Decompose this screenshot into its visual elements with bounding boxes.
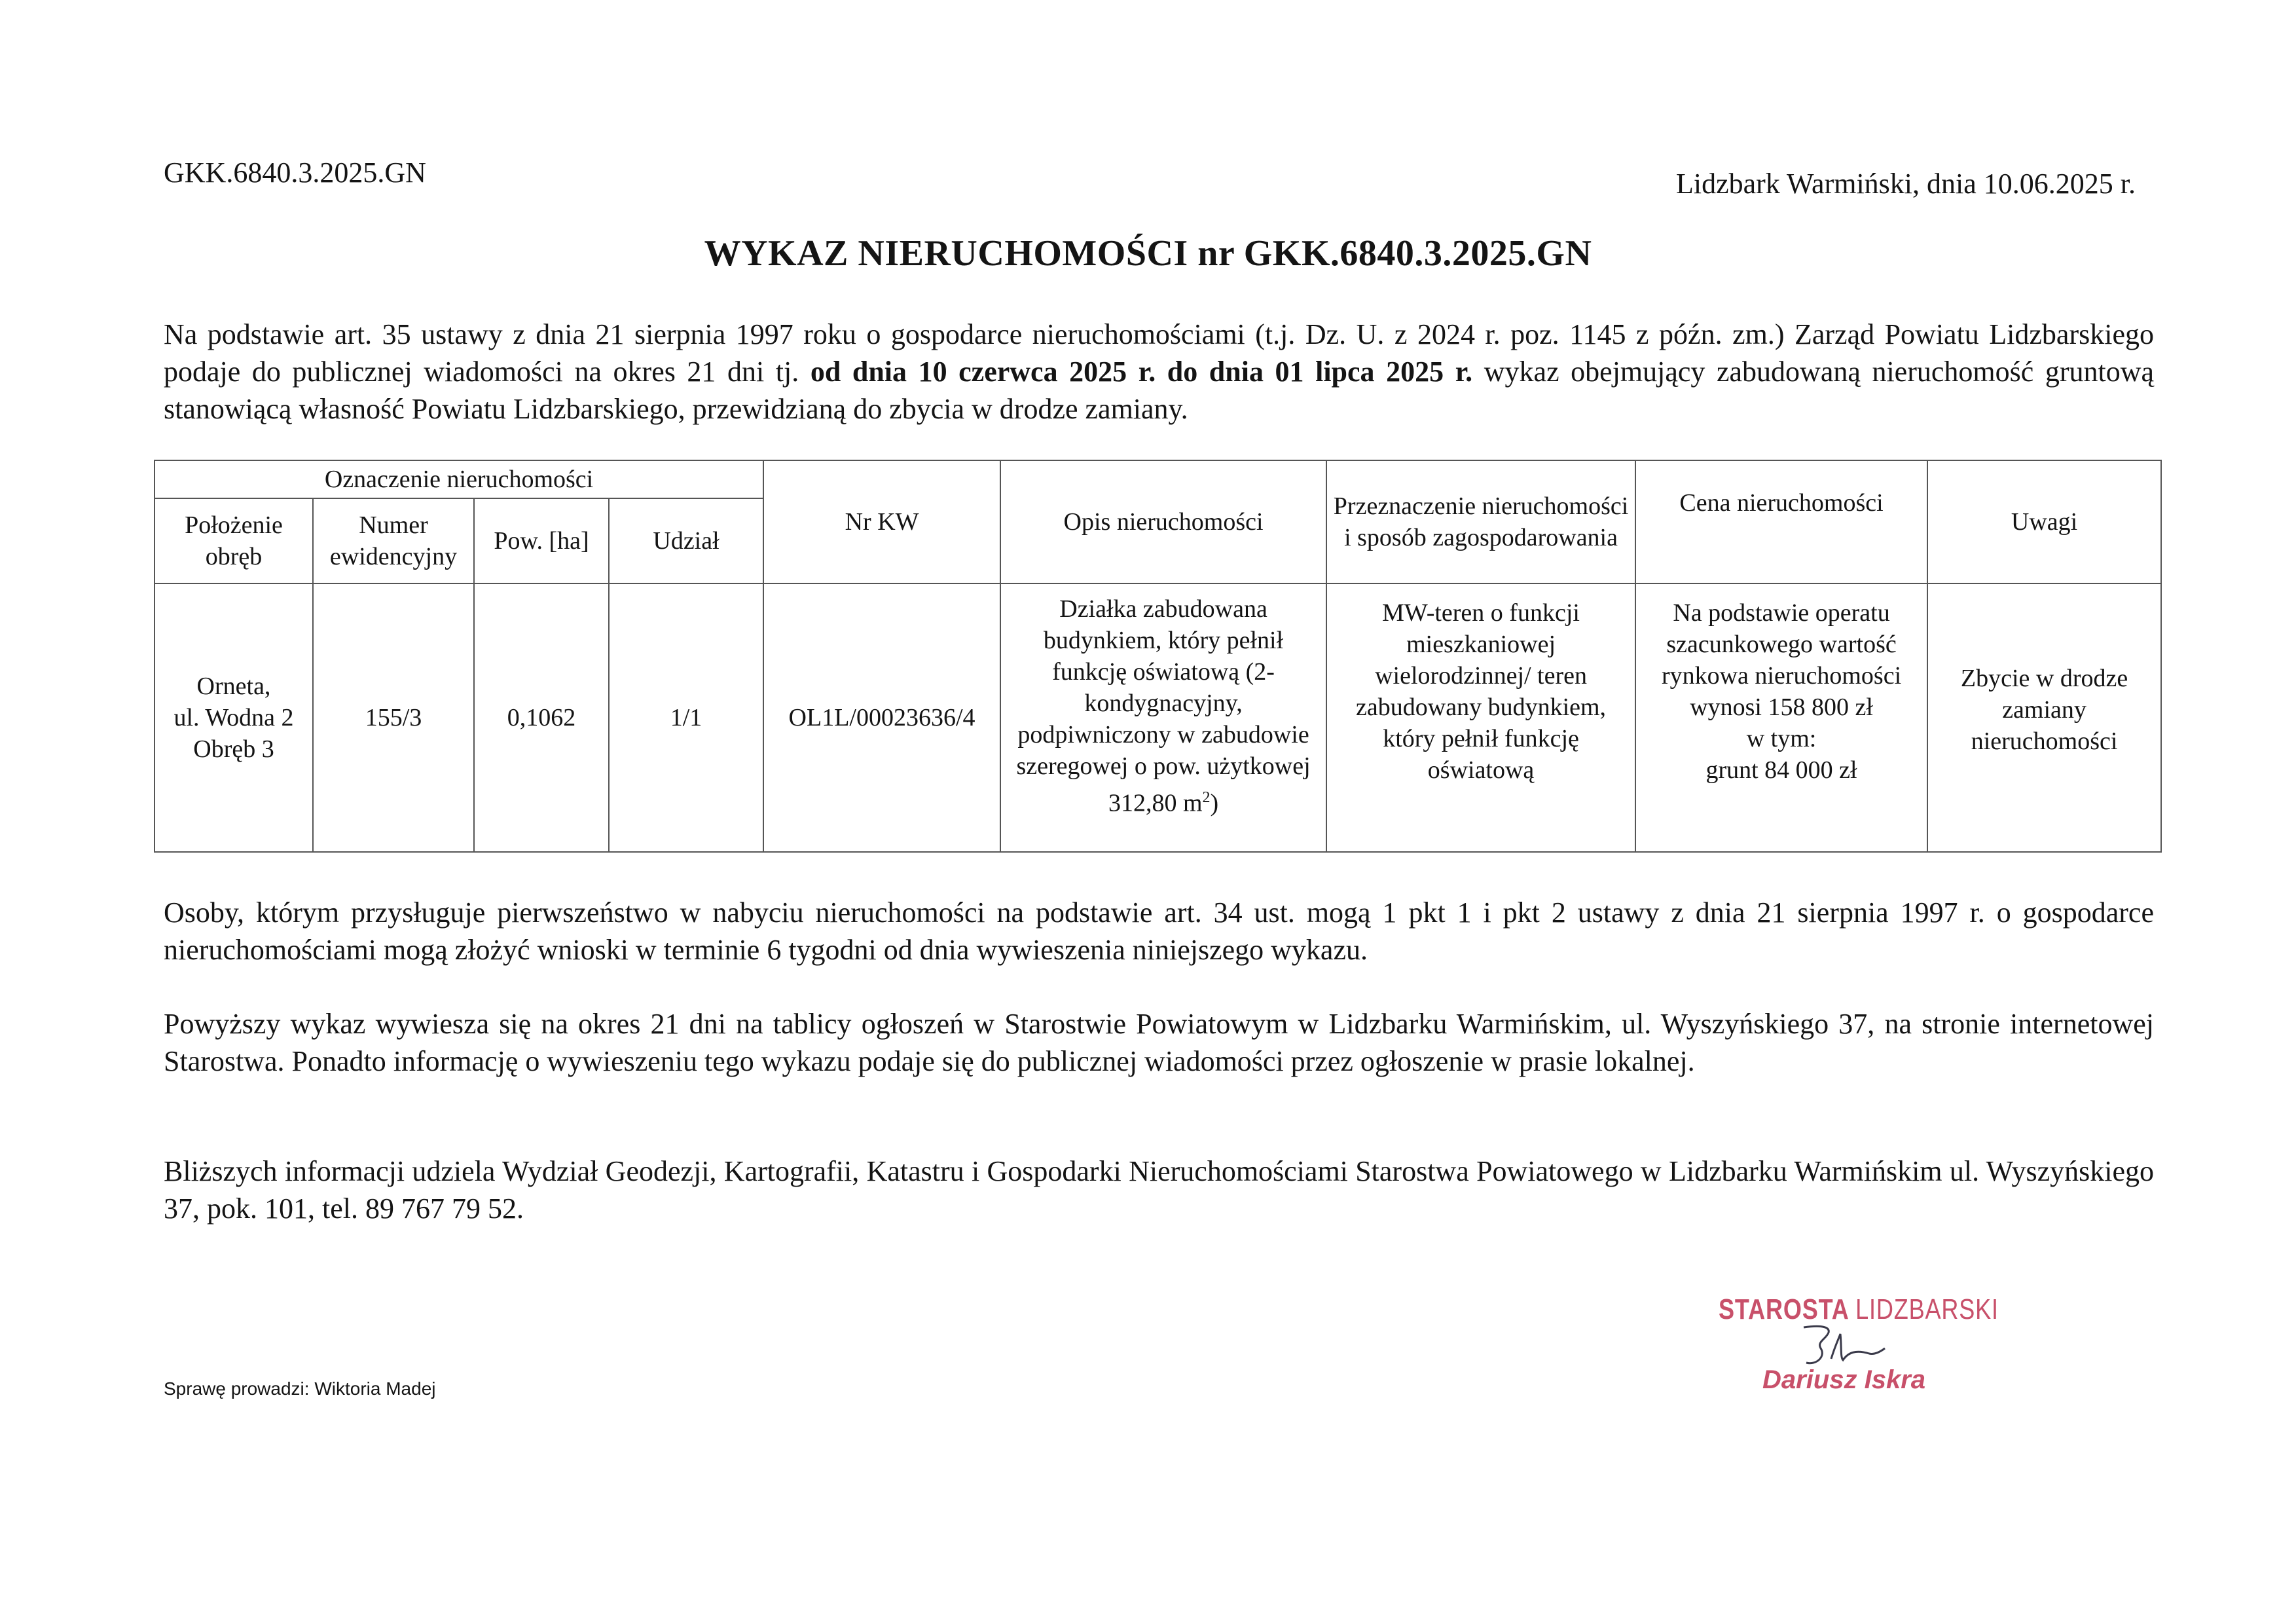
header-price: Cena nieruchomości (1635, 460, 1927, 583)
preemption-paragraph: Osoby, którym przysługuje pierwszeństwo w nabyciu nieruchomości na podstawie art. 34 ust. mogą 1 pkt 1 i pkt 2 ustawy z dnia 21 sierpnia 1997 r. o gospodarce nieruchomościami mogą złożyć wnioski w terminie 6 tygodni od dnia wywieszenia niniejszego wykazu. (164, 896, 2154, 966)
cell-price (1635, 583, 1927, 852)
price-line-3: grunt 84 000 zł (1705, 756, 1857, 784)
location-line-2: ul. Wodna 2 (173, 704, 294, 731)
header-property-designation: Oznaczenie nieruchomości (155, 460, 763, 498)
cell-description (1000, 583, 1326, 852)
stamp-office-bold: STAROSTA (1719, 1293, 1849, 1325)
description-end: ) (1210, 789, 1219, 817)
property-table (154, 460, 2162, 853)
document-title: WYKAZ NIERUCHOMOŚCI nr GKK.6840.3.2025.GN (704, 233, 1592, 274)
price-line-1: Na podstawie operatu szacunkowego wartość rynkowa nieruchomości wynosi 158 800 zł (1661, 599, 1902, 721)
header-description: Opis nieruchomości (1000, 460, 1326, 583)
cell-kw: OL1L/00023636/4 (763, 583, 1000, 852)
cell-purpose: MW-teren o funkcji mieszkaniowej wielorodzinnej/ teren zabudowany budynkiem, który pełnił funkcję oświatową (1326, 583, 1635, 852)
table-row (155, 583, 2161, 852)
header-notes: Uwagi (1927, 460, 2161, 583)
intro-text-end: wykaz obejmujący zabudowaną nieruchomość gruntową stanowiącą własność Powiatu Lidzbarskiego, przewidzianą do zbycia w drodze zamiany. (164, 356, 2155, 425)
cell-area: 0,1062 (474, 583, 609, 852)
header-purpose: Przeznaczenie nieruchomości i sposób zagospodarowania (1326, 460, 1635, 583)
location-line-1: Orneta, (196, 673, 271, 700)
document-reference: GKK.6840.3.2025.GN (164, 157, 426, 189)
intro-period: od dnia 10 czerwca 2025 r. do dnia 01 lipca 2025 r. (810, 356, 1473, 388)
header-parcel-number: Numer ewidencyjny (313, 498, 474, 583)
location-line-3: Obręb 3 (193, 735, 274, 763)
description-superscript: 2 (1202, 789, 1211, 806)
intro-paragraph (164, 316, 2154, 428)
cell-notes: Zbycie w drodze zamiany nieruchomości (1927, 583, 2161, 852)
cell-parcel-number: 155/3 (313, 583, 474, 852)
header-share: Udział (609, 498, 763, 583)
cell-share: 1/1 (609, 583, 763, 852)
header-area: Pow. [ha] (474, 498, 609, 583)
description-text: Działka zabudowana budynkiem, który pełnił funkcję oświatową (2-kondygnacyjny, podpiwniczony w zabudowie szeregowej o pow. użytkowej 312,80 m (1016, 595, 1311, 817)
contact-paragraph: Bliższych informacji udziela Wydział Geodezji, Kartografii, Katastru i Gospodarki Nieruchomościami Starostwa Powiatowego w Lidzbarku Warmińskim ul. Wyszyńskiego 37, pok. 101, tel. 89 767 79 52. (164, 1155, 2154, 1225)
cell-location (155, 583, 313, 852)
header-kw: Nr KW (763, 460, 1000, 583)
stamp-name: Dariusz Iskra (1762, 1365, 1926, 1394)
place-and-date: Lidzbark Warmiński, dnia 10.06.2025 r. (1676, 168, 2136, 200)
prepared-by: Sprawę prowadzi: Wiktoria Madej (164, 1378, 436, 1399)
price-line-2: w tym: (1746, 725, 1817, 752)
header-location: Położenie obręb (155, 498, 313, 583)
intro-text-start: Na podstawie art. 35 ustawy z dnia 21 sierpnia 1997 roku o gospodarce nieruchomościami (t.j. Dz. U. z 2024 r. poz. 1145 z późn. zm.) Zarząd Powiatu Lidzbarskiego podaje do publicznej wiadomości na okres 21 dni tj. (164, 318, 2154, 388)
posting-paragraph: Powyższy wykaz wywiesza się na okres 21 dni na tablicy ogłoszeń w Starostwie Powiatowym w Lidzbarku Warmińskim, ul. Wyszyńskiego 37, na stronie internetowej Starostwa. Ponadto informację o wywieszeniu tego wykazu podaje się do publicznej wiadomości przez ogłoszenie w prasie lokalnej. (164, 1008, 2154, 1077)
stamp-office-light: LIDZBARSKI (1855, 1293, 1999, 1325)
